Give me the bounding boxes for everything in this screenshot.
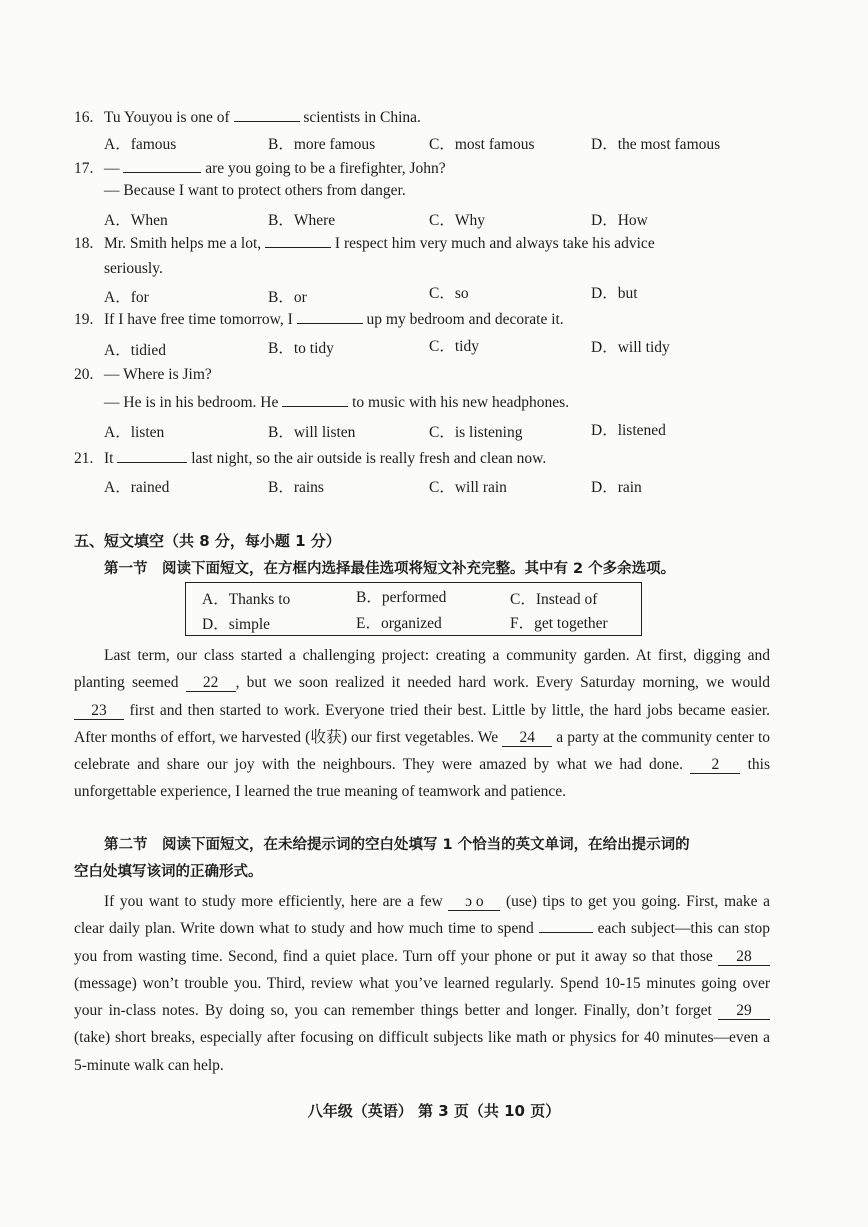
option-a: A．rained (104, 479, 170, 496)
option-c: C．tidy (429, 338, 479, 355)
options-17 (104, 208, 764, 230)
passage-text: , but we soon realized it needed hard work. Every Saturday morning, we would (235, 674, 771, 692)
options-19 (104, 338, 764, 360)
passage-text: this unforgettable experience, I learned the true meaning of teamwork and patience. (74, 756, 770, 801)
passage-text: first and then started to work. Everyone tried their best. Little by little, the hard jobs became easier. After months of effort, we harvested (收获) our first vegetables. We (74, 701, 771, 746)
part2-title-line1: 第二节 阅读下面短文，在未给提示词的空白处填写 1 个恰当的英文单词，在给出提示词的 (104, 837, 690, 853)
question-text: to music with his new headphones. (352, 394, 570, 411)
passage-text: a party at the community center to celebrate and share our joy with the neighbours. They were amazed by what we had done. (74, 728, 770, 774)
passage-text: If you want to study more efficiently, here are a few (104, 893, 443, 910)
option-b: B．more famous (268, 136, 376, 153)
question-20 (74, 366, 212, 384)
question-text: Mr. Smith helps me a lot, (104, 235, 262, 252)
options-21 (104, 475, 764, 497)
question-number: 19. (74, 311, 94, 328)
question-17 (74, 158, 446, 178)
blank-28: 28 (718, 948, 770, 966)
question-text: — (104, 160, 120, 177)
question-19 (74, 309, 564, 329)
blank-22: 22 (186, 674, 236, 692)
box-option-d: D．simple (202, 616, 271, 633)
option-b: B．rains (268, 479, 324, 496)
question-number: 16. (74, 109, 94, 126)
option-c: C．Why (429, 212, 485, 229)
option-b: B．will listen (268, 424, 356, 441)
option-c: C．so (429, 285, 469, 302)
options-16 (104, 132, 764, 154)
box-option-f: F．get together (510, 615, 608, 632)
question-text: — Where is Jim? (104, 366, 212, 383)
option-c: C．most famous (429, 136, 535, 153)
option-a: A．When (104, 212, 168, 229)
answer-blank (265, 233, 331, 248)
passage-text: each subject—this can stop you from wasting time. Second, find a quiet place. Turn off your phone or put it away so that those (74, 920, 771, 965)
passage-text: (message) won’t trouble you. Third, review what you’ve learned regularly. Spend 10-15 minutes going over your in-class notes. By doing so, you can remember things better and longer. Finally, don’t forget (74, 974, 770, 1020)
question-text: up my bedroom and decorate it. (366, 311, 564, 328)
page-footer: 八年级（英语） 第 3 页（共 10 页） (307, 1102, 561, 1120)
blank-23: 23 (74, 702, 124, 720)
option-d: D．listened (591, 422, 666, 439)
question-text: If I have free time tomorrow, I (104, 311, 293, 328)
question-text: are you going to be a firefighter, John? (205, 160, 446, 177)
option-b: B．or (268, 289, 307, 306)
option-a: A．tidied (104, 342, 166, 359)
part2-title-line2: 空白处填写该词的正确形式。 (74, 864, 263, 880)
box-option-e: E．organized (356, 615, 442, 632)
option-d: D．but (591, 285, 638, 302)
answer-blank (234, 107, 300, 122)
question-18 (74, 233, 655, 253)
question-text: last night, so the air outside is really fresh and clean now. (191, 450, 547, 467)
blank-27 (539, 932, 593, 933)
answer-blank (123, 158, 201, 173)
blank-24: 24 (502, 729, 552, 747)
section-title: 五、短文填空（共 8 分，每小题 1 分） (74, 532, 341, 550)
question-text: scientists in China. (303, 109, 421, 126)
blank-26: ɔ o (448, 893, 500, 911)
question-17-line2: — Because I want to protect others from danger. (104, 182, 406, 199)
question-number: 21. (74, 450, 94, 467)
question-16 (74, 107, 421, 127)
option-a: A．for (104, 289, 149, 306)
word-box (185, 582, 642, 636)
option-a: A．famous (104, 136, 177, 153)
blank-29: 29 (718, 1002, 770, 1020)
question-21 (74, 448, 546, 468)
option-d: D．rain (591, 479, 642, 496)
answer-blank (117, 448, 187, 463)
options-18 (104, 285, 764, 307)
option-c: C．will rain (429, 479, 507, 496)
option-d: D．will tidy (591, 339, 670, 356)
option-a: A．listen (104, 424, 165, 441)
box-option-a: A．Thanks to (202, 591, 291, 608)
option-d: D．How (591, 212, 648, 229)
part1-title: 第一节 阅读下面短文，在方框内选择最佳选项将短文补充完整。其中有 2 个多余选项。 (104, 561, 676, 577)
question-text: Tu Youyou is one of (104, 109, 230, 126)
option-c: C．is listening (429, 424, 523, 441)
option-b: B．Where (268, 212, 336, 229)
question-18-line2: seriously. (104, 260, 163, 277)
answer-blank (297, 309, 363, 324)
passage-text: (take) short breaks, especially after focusing on difficult subjects like math or physics for 40 minutes—even a 5-minute walk can help. (74, 1029, 770, 1074)
passage-text: (use) tips to get you going. First, make a clear daily plan. Write down what to study and how much time to spend (74, 893, 770, 938)
box-option-b: B．performed (356, 589, 447, 606)
question-text: — He is in his bedroom. He (104, 394, 279, 411)
question-text: It (104, 450, 114, 467)
option-d: D．the most famous (591, 136, 721, 153)
box-option-c: C．Instead of (510, 591, 598, 608)
passage-2 (74, 888, 770, 1079)
option-b: B．to tidy (268, 340, 334, 357)
blank-25: 2 (690, 756, 740, 774)
question-number: 17. (74, 160, 94, 177)
question-number: 18. (74, 235, 94, 252)
answer-blank (282, 392, 348, 407)
question-number: 20. (74, 366, 94, 383)
passage-1 (74, 642, 770, 806)
passage-text: Last term, our class started a challenging project: creating a community garden. At first, digging and planting seemed (74, 647, 770, 692)
question-text: I respect him very much and always take his advice (334, 235, 655, 252)
question-20-line2 (104, 392, 569, 412)
options-20 (104, 420, 764, 442)
